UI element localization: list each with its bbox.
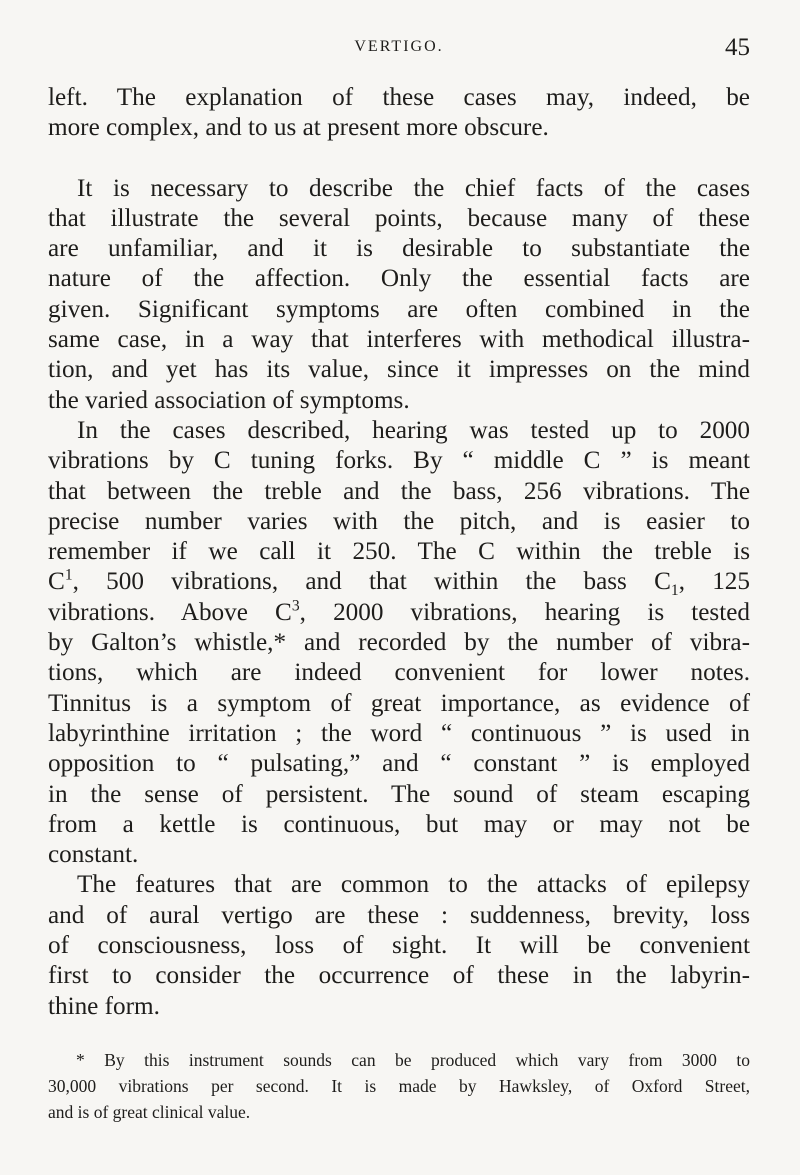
running-title: VERTIGO.: [354, 38, 444, 55]
text-line: given. Significant symptoms are often combined in the: [48, 295, 750, 323]
text-line: by Galton’s whistle,* and recorded by the number of vibra-: [48, 629, 750, 657]
text-line: are unfamiliar, and it is desirable to substantiate the: [48, 235, 750, 263]
paragraph-epilepsy: [48, 870, 750, 1021]
page-number: 45: [725, 34, 750, 61]
text-line: more complex, and to us at present more obscure.: [48, 114, 549, 142]
text-line-c-notation: [48, 598, 750, 628]
text-line: labyrinthine irritation ; the word “ continuous ” is used in: [48, 719, 750, 747]
line-text: , 2000 vibrations, hearing is tested: [299, 598, 750, 626]
note-letter: C: [275, 598, 292, 626]
text-line: of consciousness, loss of sight. It will be convenient: [48, 932, 750, 960]
paragraph-facts: [48, 174, 750, 416]
paragraph-hearing-tests: [48, 416, 750, 870]
text-line: tion, and yet has its value, since it impresses on the mind: [48, 356, 750, 384]
text-line: left. The explanation of these cases may, indeed, be: [48, 84, 750, 111]
note-letter: C: [48, 568, 65, 596]
line-text: , 125: [678, 568, 750, 596]
text-line: nature of the affection. Only the essential facts are: [48, 265, 750, 293]
footnote: [48, 1047, 750, 1125]
text-line: opposition to “ pulsating,” and “ constant ” is employed: [48, 750, 750, 778]
text-line: first to consider the occurrence of these in the labyrin-: [48, 962, 750, 990]
body-text: [48, 83, 750, 1022]
text-line-c-notation: [48, 567, 750, 600]
footnote-line: and is of great clinical value.: [48, 1102, 251, 1122]
superscript-mark: 3: [291, 597, 300, 615]
text-line: thine form.: [48, 992, 160, 1020]
paragraph-continuation: [48, 83, 750, 144]
text-line: In the cases described, hearing was tested up to 2000: [77, 416, 750, 444]
text-line: the varied association of symptoms.: [48, 386, 410, 414]
line-text: , 500 vibrations, and that within the bass: [72, 568, 655, 596]
text-line: and of aural vertigo are these : suddenness, brevity, loss: [48, 901, 750, 929]
superscript-mark: 1: [64, 567, 73, 585]
note-letter: C: [654, 568, 671, 596]
text-line: tions, which are indeed convenient for lower notes.: [48, 659, 750, 687]
subscript-mark: 1: [670, 582, 679, 600]
text-line: precise number varies with the pitch, and is easier to: [48, 507, 750, 535]
text-line: in the sense of persistent. The sound of steam escaping: [48, 780, 750, 808]
paragraph-gap: [48, 144, 750, 174]
footnote-line: * By this instrument sounds can be produced which vary from 3000 to: [76, 1050, 750, 1070]
text-line: constant.: [48, 841, 139, 869]
footnote-line: 30,000 vibrations per second. It is made by Hawksley, of Oxford Street,: [48, 1076, 750, 1096]
text-line: Tinnitus is a symptom of great importance, as evidence of: [48, 689, 750, 717]
text-line: same case, in a way that interferes with methodical illustra-: [48, 326, 750, 354]
text-line: from a kettle is continuous, but may or may not be: [48, 810, 750, 838]
text-line: vibrations by C tuning forks. By “ middle C ” is meant: [48, 447, 750, 475]
text-line: It is necessary to describe the chief facts of the cases: [77, 174, 750, 202]
text-line: that between the treble and the bass, 256 vibrations. The: [48, 477, 750, 505]
line-text: vibrations. Above: [48, 598, 276, 626]
text-line: that illustrate the several points, because many of these: [48, 204, 750, 232]
text-line: The features that are common to the attacks of epilepsy: [77, 871, 750, 899]
running-header: [48, 34, 750, 68]
text-line: remember if we call it 250. The C within the treble is: [48, 538, 750, 566]
